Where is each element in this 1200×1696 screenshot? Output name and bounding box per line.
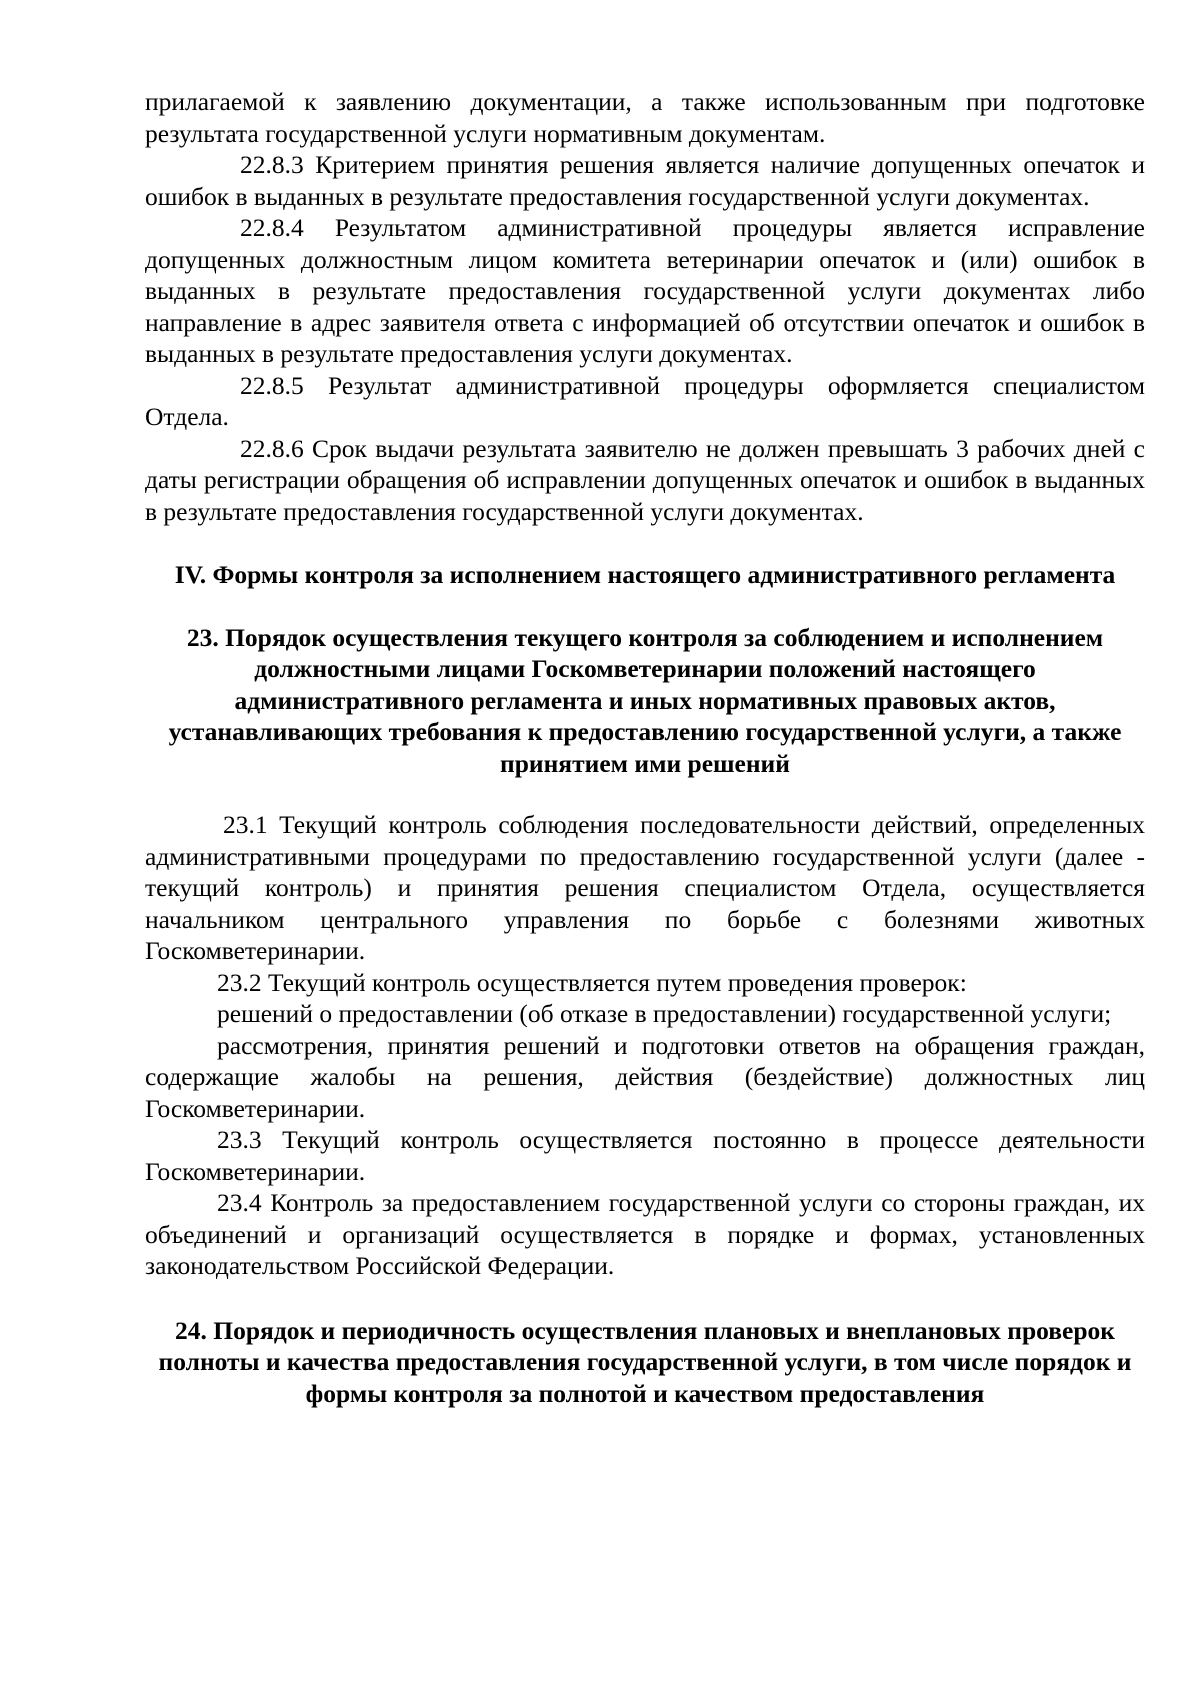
paragraph-23-3: 23.3 Текущий контроль осуществляется постоянно в процессе деятельности Госкомветеринарии. [145, 1125, 1145, 1186]
paragraph-22-8-5: 22.8.5 Результат административной процедуры оформляется специалистом Отдела. [145, 370, 1145, 431]
paragraph-23-4: 23.4 Контроль за предоставлением государственной услуги со стороны граждан, их объединений и организаций осуществляется в порядке и формах, установленных законодательством Российской Федерации. [145, 1188, 1145, 1280]
paragraph-22-8-6: 22.8.6 Срок выдачи результата заявителю не должен превышать 3 рабочих дней с даты регистрации обращения об исправлении допущенных опечаток и ошибок в выданных в результате предоставления государственной услуги документах. [145, 433, 1145, 526]
section-heading-iv: IV. Формы контроля за исполнением настоящего административного регламента [174, 560, 1116, 589]
paragraph-23-2: 23.2 Текущий контроль осуществляется путем проведения проверок: [217, 967, 967, 997]
subsection-heading-23: 23. Порядок осуществления текущего контроля за соблюдением и исполнением должностными лицами Госкомветеринарии положений настоящего административного регламента и иных нормативных правовых актов, устанавливающих требования к предоставлению государственной услуги, а также принятием ими решений [168, 622, 1122, 778]
paragraph-23-1: 23.1 Текущий контроль соблюдения последовательности действий, определенных административными процедурами по предоставлению государственной услуги (далее - текущий контроль) и принятия решения специалистом Отдела, осуществляется начальником центрального управления по борьбе с болезнями животных Госкомветеринарии. [145, 810, 1145, 965]
paragraph-22-8-4: 22.8.4 Результатом административной процедуры является исправление допущенных должностным лицом комитета ветеринарии опечаток и (или) ошибок в выданных в результате предоставления государственной услуги документах либо направление в адрес заявителя ответа с информацией об отсутствии опечаток и ошибок в выданных в результате предоставления услуги документах. [145, 213, 1145, 368]
document-page [145, 86, 1145, 1409]
paragraph-23-2-item-decisions: решений о предоставлении (об отказе в предоставлении) государственной услуги; [217, 999, 1112, 1028]
paragraph-23-2-item-appeals: рассмотрения, принятия решений и подготовки ответов на обращения граждан, содержащие жалобы на решения, действия (бездействие) должностных лиц Госкомветеринарии. [145, 1030, 1145, 1123]
paragraph-intro: прилагаемой к заявлению документации, а также использованным при подготовке результата государственной услуги нормативным документам. [145, 87, 1145, 148]
paragraph-22-8-3: 22.8.3 Критерием принятия решения является наличие допущенных опечаток и ошибок в выданных в результате предоставления государственной услуги документах. [145, 150, 1145, 211]
subsection-heading-24: 24. Порядок и периодичность осуществления плановых и внеплановых проверок полноты и качества предоставления государственной услуги, в том числе порядок и формы контроля за полнотой и качеством предоставления [158, 1315, 1132, 1408]
